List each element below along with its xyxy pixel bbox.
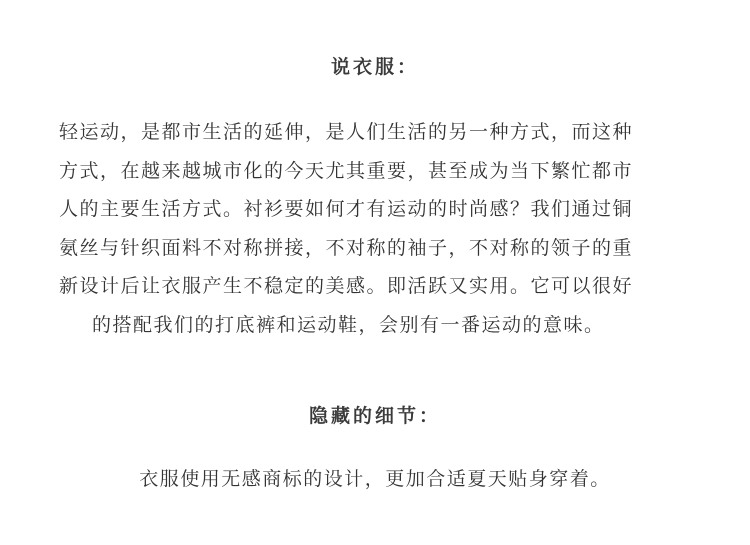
paragraph-line: 轻运动，是都市生活的延伸，是人们生活的另一种方式，而这种 [59, 121, 634, 143]
paragraph-line: 的搭配我们的打底裤和运动鞋，会别有一番运动的意味。 [92, 313, 605, 336]
paragraph-line: 人的主要生活方式。衬衫要如何才有运动的时尚感？我们通过铜 [59, 198, 634, 220]
section-title-clothing: 说衣服： [330, 56, 419, 78]
section-title-hidden-details: 隐藏的细节： [308, 405, 441, 427]
description-paragraph [0, 113, 750, 344]
paragraph-line: 氨丝与针织面料不对称拼接，不对称的袖子，不对称的领子的重 [59, 236, 634, 259]
paragraph-line: 方式，在越来越城市化的今天尤其重要，甚至成为当下繁忙都市 [59, 159, 634, 182]
details-paragraph: 衣服使用无感商标的设计，更加合适夏天贴身穿着。 [139, 468, 611, 490]
paragraph-line: 新设计后让衣服产生不稳定的美感。即活跃又实用。它可以很好 [59, 275, 634, 297]
